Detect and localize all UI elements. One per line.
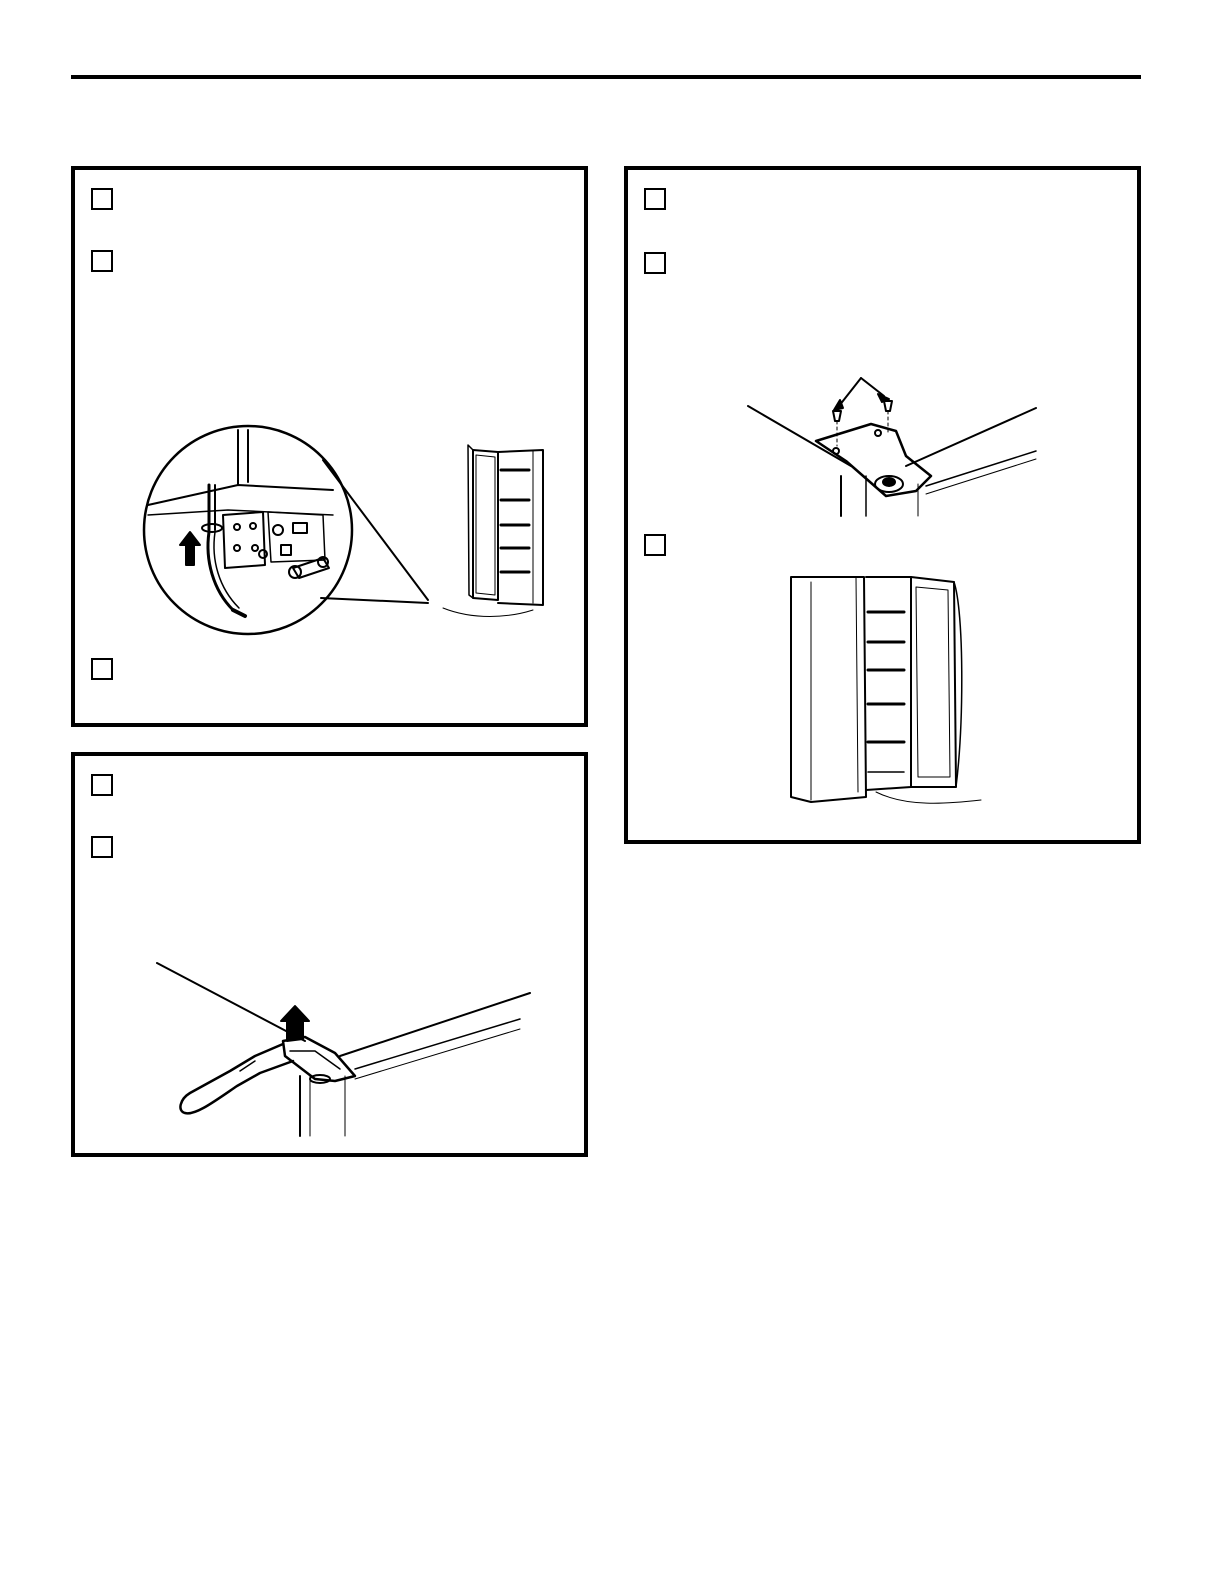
hinge-cover-removal-illustration <box>155 961 535 1141</box>
step-checkbox-icon-4 <box>91 774 113 796</box>
panel-bottom-left <box>71 752 588 1157</box>
top-hinge-screws-illustration <box>746 366 1046 526</box>
panel-top-left <box>71 166 588 727</box>
refrigerator-open-doors-illustration <box>786 572 986 812</box>
screw-icon <box>833 411 841 446</box>
bottom-hinge-illustration <box>143 420 543 640</box>
step-checkbox-icon-5 <box>91 836 113 858</box>
step-checkbox-icon-2 <box>91 250 113 272</box>
panel-right <box>624 166 1141 844</box>
step-checkbox-icon-6 <box>644 188 666 210</box>
step-checkbox-icon-7 <box>644 252 666 274</box>
step-checkbox-icon-1 <box>91 188 113 210</box>
step-checkbox-icon-3 <box>91 658 113 680</box>
step-checkbox-icon-8 <box>644 534 666 556</box>
header-rule <box>71 75 1141 79</box>
